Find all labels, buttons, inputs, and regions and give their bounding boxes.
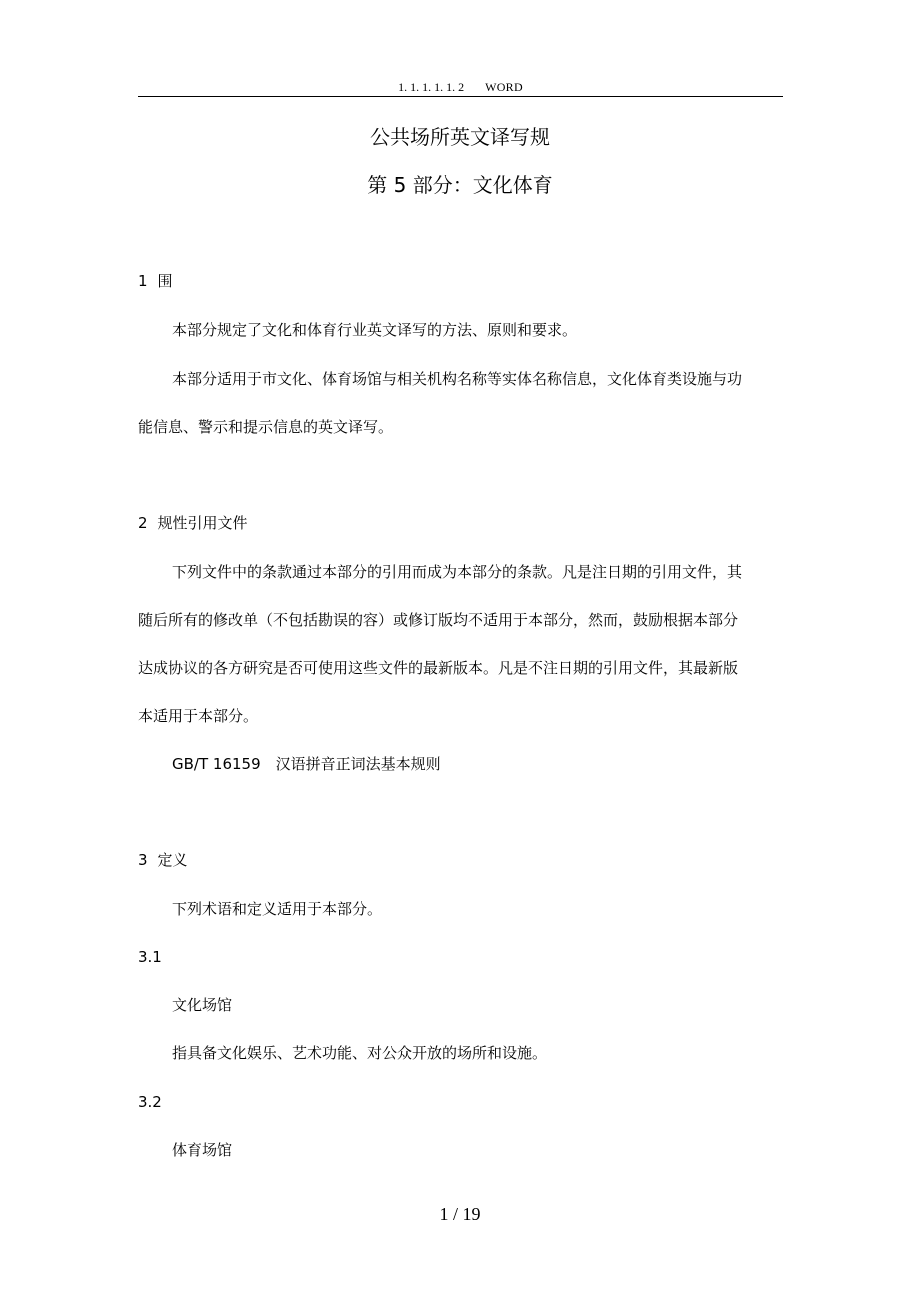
- definition-term: 体育场馆: [172, 1141, 233, 1159]
- document-subtitle: 第 5 部分：文化体育: [367, 173, 553, 197]
- page-number: 1 / 19: [439, 1204, 481, 1224]
- reference-item: GB/T 16159 汉语拼音正词法基本规则: [172, 755, 441, 773]
- page-header: [138, 78, 783, 97]
- definition-number: 3.1: [138, 948, 162, 966]
- paragraph-line: 达成协议的各方研究是否可使用这些文件的最新版本。凡是不注日期的引用文件，其最新版: [138, 659, 739, 677]
- header-label: WORD: [485, 80, 523, 94]
- section-number: 1: [138, 272, 148, 290]
- definition-text: 指具备文化娱乐、艺术功能、对公众开放的场所和设施。: [172, 1044, 548, 1062]
- section-title: 围: [157, 272, 173, 290]
- section-heading-scope: [138, 271, 173, 291]
- header-number: 1. 1. 1. 1. 1. 2: [398, 80, 465, 94]
- document-title: 公共场所英文译写规: [370, 125, 550, 149]
- section-heading-normative: [138, 513, 248, 533]
- paragraph-line: 随后所有的修改单（不包括勘误的容）或修订版均不适用于本部分，然而，鼓励根据本部分: [138, 611, 739, 629]
- definition-number: 3.2: [138, 1093, 162, 1111]
- paragraph-line: 本部分适用于市文化、体育场馆与相关机构名称等实体名称信息，文化体育类设施与功: [172, 370, 743, 388]
- section-title: 定义: [157, 851, 188, 869]
- section-heading-definitions: [138, 850, 188, 870]
- paragraph-line: 下列文件中的条款通过本部分的引用而成为本部分的条款。凡是注日期的引用文件，其: [172, 563, 743, 581]
- paragraph: 下列术语和定义适用于本部分。: [172, 900, 383, 918]
- section-title: 规性引用文件: [157, 514, 248, 532]
- section-number: 2: [138, 514, 148, 532]
- paragraph: 本部分规定了文化和体育行业英文译写的方法、原则和要求。: [172, 321, 578, 339]
- definition-term: 文化场馆: [172, 996, 233, 1014]
- paragraph-line: 本适用于本部分。: [138, 707, 259, 725]
- section-number: 3: [138, 851, 148, 869]
- paragraph-line: 能信息、警示和提示信息的英文译写。: [138, 418, 394, 436]
